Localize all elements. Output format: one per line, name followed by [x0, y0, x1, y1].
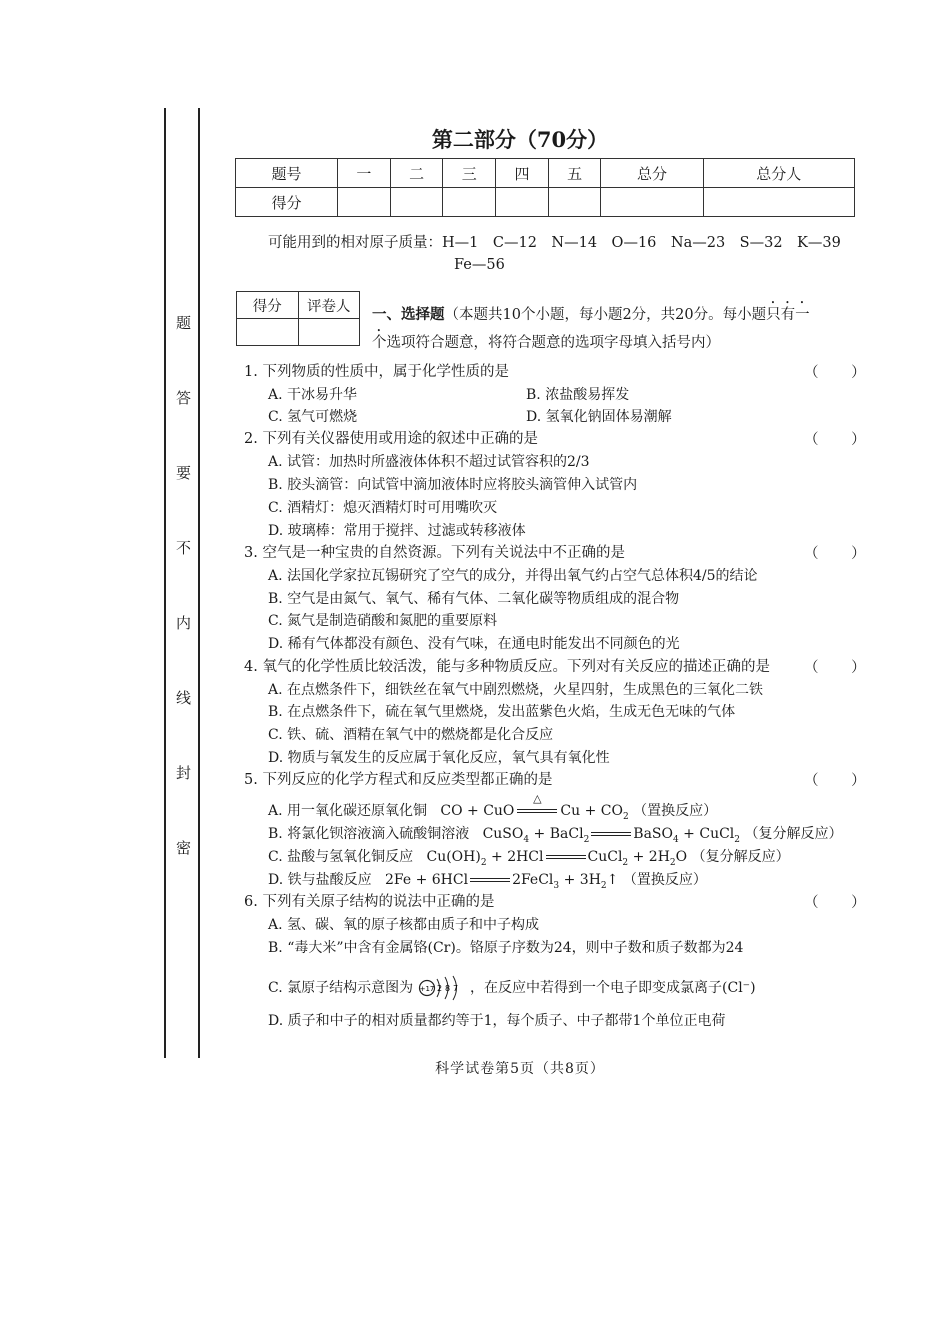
question-stem: 2. 下列有关仪器使用或用途的叙述中正确的是	[244, 431, 538, 447]
shell-electrons: 8	[444, 984, 450, 993]
answer-bracket[interactable]: （ ）	[804, 432, 880, 448]
question-stem: 3. 空气是一种宝贵的自然资源。下列有关说法中不正确的是	[244, 545, 625, 561]
score-cell[interactable]	[703, 188, 854, 217]
page-footer: 科学试卷第5页（共8页）	[435, 1061, 605, 1077]
section-heading: 一、选择题	[372, 306, 445, 323]
binding-char: 密	[176, 839, 192, 857]
score-table	[235, 158, 855, 217]
question-stem: 6. 下列有关原子结构的说法中正确的是	[244, 894, 495, 910]
equation: CuSO$_4$ + BaCl$_2$ BaSO$_4$ + CuCl$_2$	[482, 826, 741, 845]
option: C. 氮气是制造硝酸和氮肥的重要原料	[268, 613, 498, 629]
page-title: 第二部分（70分）	[431, 127, 609, 152]
score-cell[interactable]	[601, 188, 703, 217]
equation: CO + CuO △ $Cu + CO_2$	[440, 803, 628, 819]
binding-char: 内	[176, 614, 192, 632]
grader-score-label: 得分	[237, 292, 299, 319]
grader-name-cell[interactable]	[298, 319, 360, 346]
answer-bracket[interactable]: （ ）	[804, 895, 880, 911]
score-header-cell: 三	[443, 159, 496, 188]
score-table-score-row	[236, 188, 855, 217]
equation: 2Fe + 6HCl 2FeCl$_3$ + $3H_2↑$	[385, 872, 619, 891]
question-stem: 5. 下列反应的化学方程式和反应类型都正确的是	[244, 772, 553, 788]
section-instr-line2: 选项符合题意，将符合题意的选项字母填入括号内）	[386, 335, 720, 351]
atomic-masses-line1: 可能用到的相对原子质量：H—1 C—12 N—14 O—16 Na—23 S—32 K—39	[268, 235, 841, 251]
binding-char: 封	[176, 764, 192, 782]
score-header-cell: 总分	[601, 159, 703, 188]
equation: $Cu(OH)_2 + 2HCl$ CuCl$_2$ + $2H_2O$	[426, 849, 688, 868]
score-cell[interactable]	[443, 188, 496, 217]
grader-box	[236, 291, 360, 346]
reaction-type: （复分解反应）	[744, 826, 843, 842]
binding-char: 不	[176, 539, 192, 557]
chlorine-atom-diagram	[418, 973, 466, 1003]
atomic-masses	[268, 232, 841, 276]
reaction-type: （复分解反应）	[691, 849, 790, 865]
reaction-type: （置换反应）	[622, 872, 707, 888]
option-lead: D. 铁与盐酸反应	[268, 872, 372, 888]
option: A. 干冰易升华	[268, 387, 358, 403]
shell-electrons: 7	[452, 984, 458, 993]
section-instr-a: （本题共10个小题，每小题2分，共20分。每小题	[444, 307, 767, 323]
option-tail: ，在反应中若得到一个电子即变成氯离子(Cl⁻)	[470, 980, 756, 996]
option: A. 氢、碳、氧的原子核都由质子和中子构成	[268, 917, 540, 933]
answer-bracket[interactable]: （ ）	[804, 773, 880, 789]
option-lead: A. 用一氧化碳还原氧化铜	[268, 803, 428, 819]
score-header-cell: 总分人	[703, 159, 854, 188]
grader-name-label: 评卷人	[298, 292, 360, 319]
score-table-header-row	[236, 159, 855, 188]
shell-electrons: 2	[436, 984, 442, 993]
section-instructions	[372, 299, 862, 355]
reaction-type: （置换反应）	[633, 803, 718, 819]
option: A. 试管：加热时所盛液体体积不超过试管容积的2/3	[268, 454, 590, 470]
option: B. 胶头滴管：向试管中滴加液体时应将胶头滴管伸入试管内	[268, 477, 638, 493]
question-stem: 1. 下列物质的性质中，属于化学性质的是	[244, 364, 509, 380]
option: C. 酒精灯：熄灭酒精灯时可用嘴吹灭	[268, 500, 498, 516]
binding-line-right	[198, 108, 200, 1058]
score-header-cell: 四	[496, 159, 549, 188]
option: C. 铁、硫、酒精在氧气中的燃烧都是化合反应	[268, 727, 554, 743]
section-instr-emphasis: 只有一	[766, 307, 810, 323]
grader-score-cell[interactable]	[237, 319, 299, 346]
option: D. 稀有气体都没有颜色、没有气味，在通电时能发出不同颜色的光	[268, 636, 680, 652]
question-stem: 4. 氧气的化学性质比较活泼，能与多种物质反应。下列对有关反应的描述正确的是	[244, 659, 770, 675]
binding-char: 答	[176, 389, 192, 407]
option	[268, 973, 756, 1003]
score-cell[interactable]	[338, 188, 391, 217]
option: B. “毒大米”中含有金属铬(Cr)。铬原子序数为24，则中子数和质子数都为24	[268, 940, 744, 956]
score-cell[interactable]	[390, 188, 443, 217]
option-lead: C. 盐酸与氢氧化铜反应	[268, 849, 414, 865]
score-header-cell: 五	[548, 159, 601, 188]
answer-bracket[interactable]: （ ）	[804, 365, 880, 381]
section-instr-emphasis-2: 个	[372, 335, 387, 351]
score-cell[interactable]	[548, 188, 601, 217]
answer-bracket[interactable]: （ ）	[804, 660, 880, 676]
score-header-cell: 题号	[236, 159, 338, 188]
heat-symbol: △	[533, 792, 542, 805]
option-lead: B. 将氯化钡溶液滴入硫酸铜溶液	[268, 826, 470, 842]
answer-bracket[interactable]: （ ）	[804, 546, 880, 562]
option: D. 质子和中子的相对质量都约等于1，每个质子、中子都带1个单位正电荷	[268, 1013, 726, 1029]
option: C. 氢气可燃烧	[268, 409, 358, 425]
atomic-masses-line2: Fe—56	[454, 257, 505, 273]
option: B. 空气是由氮气、氧气、稀有气体、二氧化碳等物质组成的混合物	[268, 591, 680, 607]
option: B. 浓盐酸易挥发	[526, 387, 630, 403]
score-row-label: 得分	[236, 188, 338, 217]
score-header-cell: 二	[390, 159, 443, 188]
binding-char: 线	[176, 689, 192, 707]
score-cell[interactable]	[496, 188, 549, 217]
option: A. 在点燃条件下，细铁丝在氧气中剧烈燃烧，火星四射，生成黑色的三氧化二铁	[268, 682, 764, 698]
option: D. 物质与氧发生的反应属于氧化反应，氧气具有氧化性	[268, 750, 610, 766]
option: D. 氢氧化钠固体易潮解	[526, 409, 672, 425]
option-lead: C. 氯原子结构示意图为	[268, 980, 414, 996]
option: A. 法国化学家拉瓦锡研究了空气的成分，并得出氧气约占空气总体积4/5的结论	[268, 568, 758, 584]
binding-char: 要	[176, 464, 192, 482]
binding-line-left	[164, 108, 166, 1058]
option: D. 玻璃棒：常用于搅拌、过滤或转移液体	[268, 523, 526, 539]
binding-char: 题	[176, 314, 192, 332]
nucleus-charge: +17	[419, 985, 434, 993]
option: B. 在点燃条件下，硫在氧气里燃烧，发出蓝紫色火焰，生成无色无味的气体	[268, 704, 736, 720]
score-header-cell: 一	[338, 159, 391, 188]
